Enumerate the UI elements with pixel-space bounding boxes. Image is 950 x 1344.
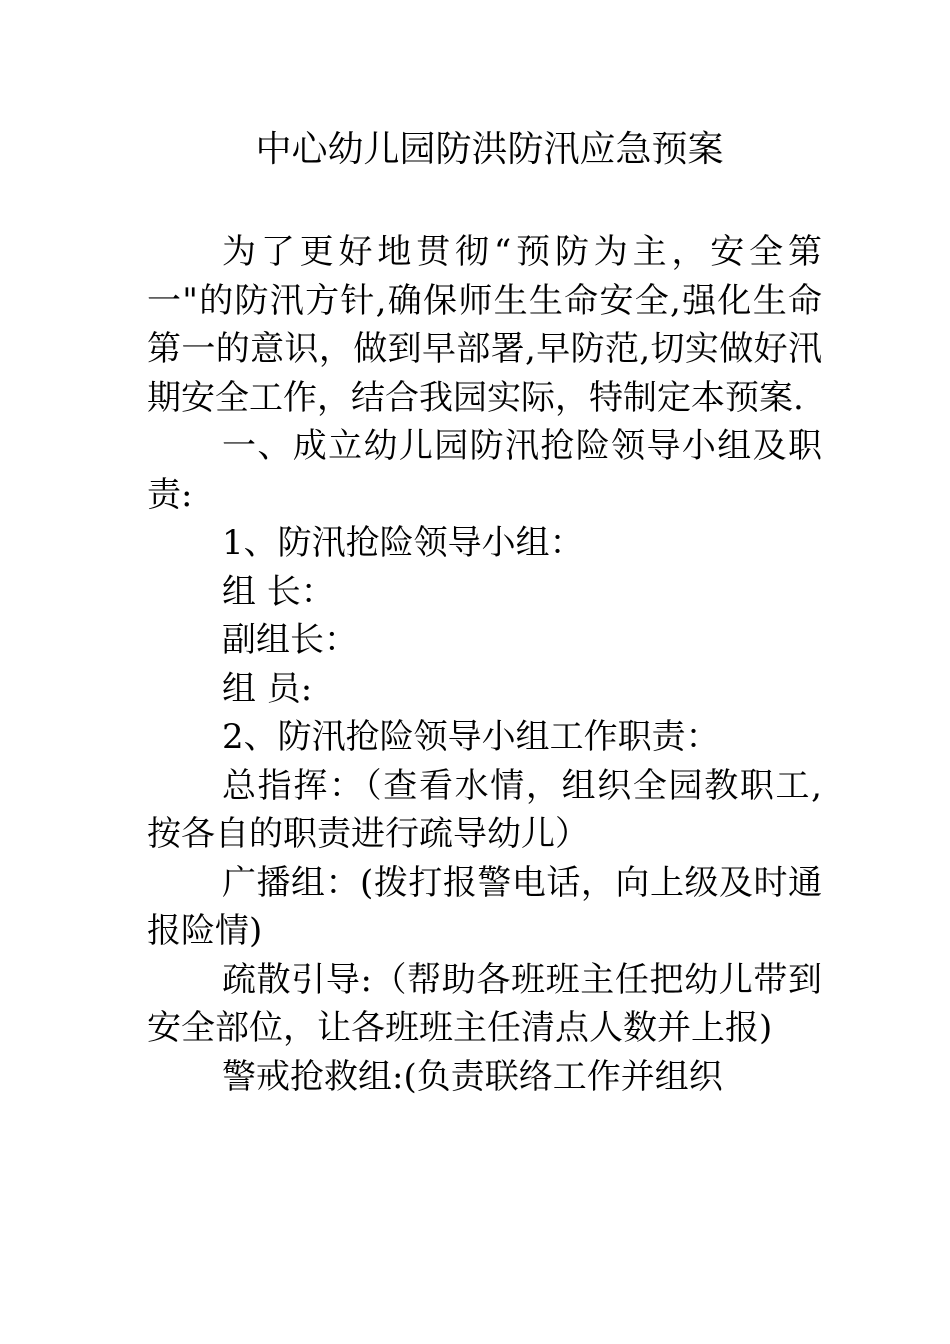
- group-leader-line: 组 长：: [222, 571, 335, 612]
- subsection-duties: 2、防汛抢险领导小组工作职责：: [222, 717, 720, 757]
- intro-paragraph: 为了更好地贯彻“预防为主，安全第一"的防汛方针,确保师生生命安全,强化生命第一的意识，做到早部署,早防范,切实做好汛期安全工作，结合我园实际，特制定本预案.: [147, 232, 822, 418]
- duty-commander: 总指挥：（查看水情，组织全园教职工,按各自的职责进行疏导幼儿）: [147, 765, 822, 854]
- group-members-line: 组 员:: [222, 668, 313, 709]
- subsection-leadership-group: 1、防汛抢险领导小组：: [222, 523, 584, 563]
- duty-rescue: 警戒抢救组:(负责联络工作并组织: [222, 1056, 723, 1097]
- section-heading-leadership: 一、成立幼儿园防汛抢险领导小组及职责:: [147, 426, 822, 515]
- duty-broadcast: 广播组：(拨打报警电话，向上级及时通报险情): [147, 862, 822, 951]
- duty-evacuation: 疏散引导:（帮助各班班主任把幼儿带到安全部位，让各班班主任清点人数并上报): [147, 959, 822, 1048]
- document-title: 中心幼儿园防洪防汛应急预案: [255, 129, 724, 170]
- deputy-leader-line: 副组长：: [222, 620, 358, 660]
